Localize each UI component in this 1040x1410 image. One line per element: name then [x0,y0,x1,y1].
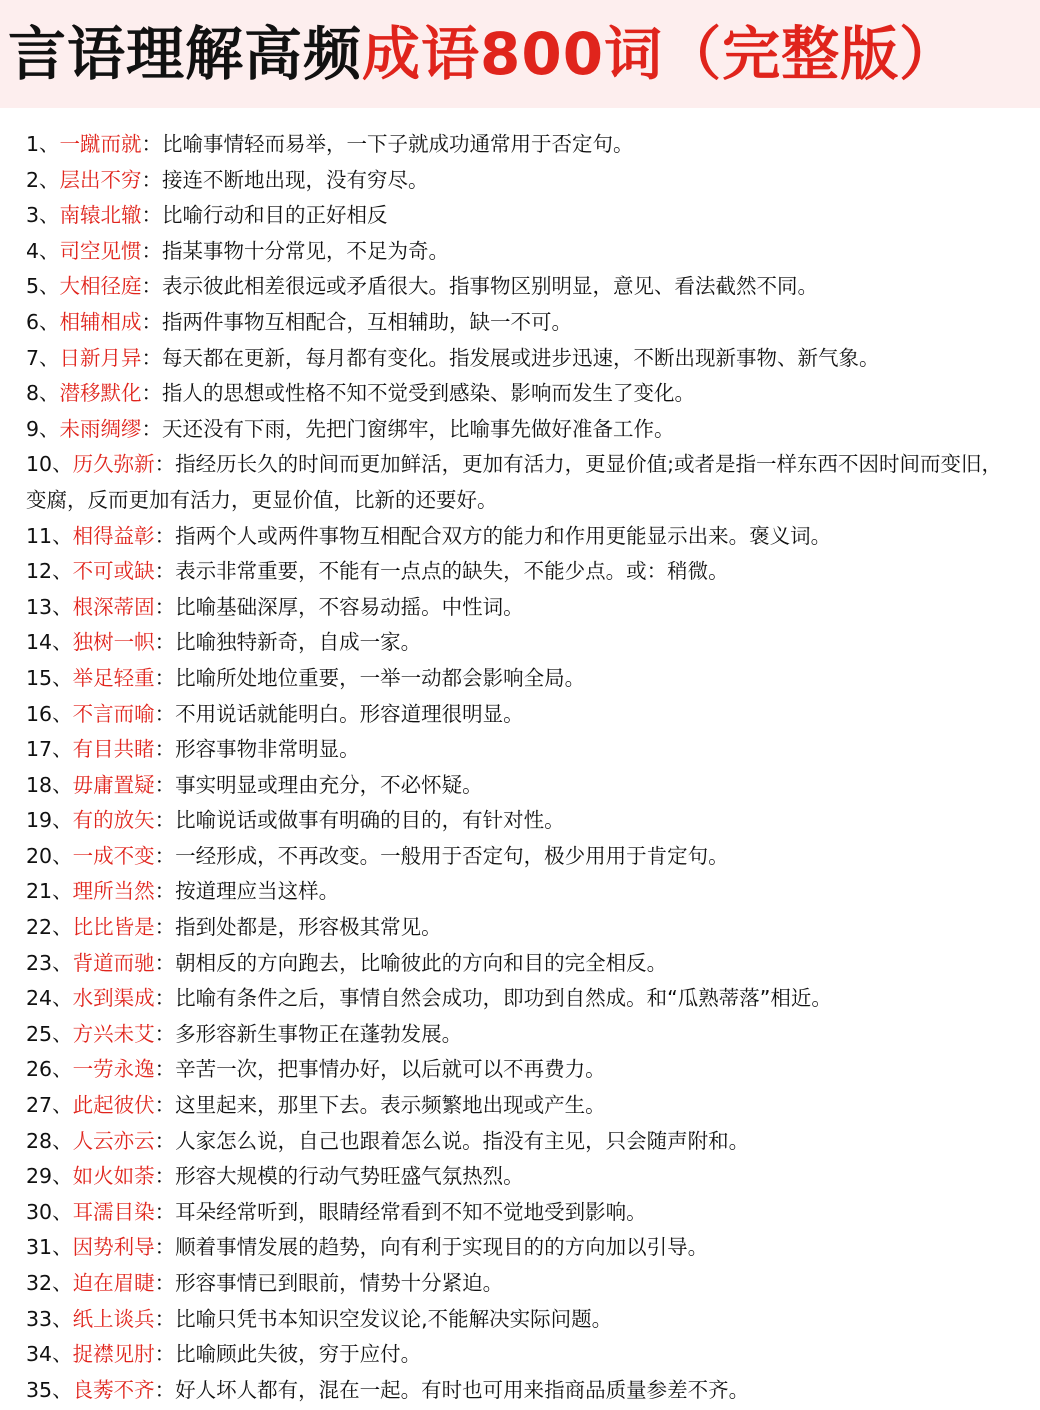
entry-number: 8、 [26,381,60,406]
title-main: 言语理解高频 [8,20,363,88]
idiom-entry [26,554,1006,590]
entry-number: 15、 [26,665,73,690]
idiom-entry [26,874,1006,910]
idiom-definition: 指到处都是，形容极其常见。 [175,915,442,940]
idiom-definition: 指人的思想或性格不知不觉受到感染、影响而发生了变化。 [162,381,696,406]
entry-number: 20、 [26,843,73,868]
idiom-entry [26,803,1006,839]
idiom-term: 捉襟见肘 [72,1342,155,1367]
idiom-entry [26,768,1006,804]
idiom-entry [26,946,1006,982]
idiom-term: 有的放矢 [72,808,155,833]
idiom-term: 不可或缺 [72,559,155,584]
entry-colon: ： [154,772,176,797]
idiom-term: 相得益彰 [72,523,155,548]
idiom-term: 相辅相成 [59,309,142,334]
idiom-definition: 接连不断地出现，没有穷尽。 [162,167,429,192]
idiom-definition: 按道理应当这样。 [175,879,340,904]
idiom-list [26,127,1006,1408]
entry-colon: ： [154,950,176,975]
idiom-definition: 比喻行动和目的正好相反 [162,203,388,228]
idiom-term: 潜移默化 [59,381,142,406]
idiom-term: 良莠不齐 [72,1377,155,1402]
idiom-term: 比比皆是 [72,915,155,940]
idiom-definition: 形容事物非常明显。 [175,737,360,762]
entry-colon: ： [141,381,163,406]
entry-colon: ： [154,808,176,833]
entry-colon: ： [141,132,163,156]
entry-colon: ： [154,986,176,1011]
idiom-entry [26,127,1006,163]
idiom-definition: 指两个人或两件事物互相配合双方的能力和作用更能显示出来。褒义词。 [175,523,832,548]
idiom-definition: 指两件事物互相配合，互相辅助，缺一不可。 [162,309,573,334]
entry-number: 9、 [26,416,60,441]
entry-number: 35、 [26,1377,73,1402]
idiom-definition: 人家怎么说，自己也跟着怎么说。指没有主见，只会随声附和。 [175,1128,750,1153]
idiom-term: 根深蒂固 [72,594,155,619]
entry-number: 28、 [26,1128,73,1153]
idiom-term: 独树一帜 [72,630,155,655]
idiom-definition: 指某事物十分常见，不足为奇。 [162,238,450,263]
idiom-entry [26,412,1006,448]
entry-number: 25、 [26,1021,73,1046]
idiom-definition: 多形容新生事物正在蓬勃发展。 [175,1021,463,1046]
entry-colon: ： [154,1164,176,1189]
idiom-definition: 表示非常重要，不能有一点点的缺失，不能少点。或：稍微。 [175,559,729,584]
entry-number: 4、 [26,238,60,263]
idiom-entry [26,625,1006,661]
idiom-term: 迫在眉睫 [72,1271,155,1295]
entry-number: 1、 [26,132,60,156]
entry-colon: ： [154,665,176,690]
entry-number: 13、 [26,594,73,619]
entry-number: 27、 [26,1093,73,1118]
idiom-term: 一劳永逸 [72,1057,155,1082]
idiom-term: 历久弥新 [72,452,155,477]
idiom-term: 背道而驰 [72,950,155,975]
idiom-term: 水到渠成 [72,986,155,1011]
idiom-entry [26,661,1006,697]
entry-number: 19、 [26,808,73,833]
entry-number: 21、 [26,879,73,904]
entry-number: 33、 [26,1306,73,1331]
idiom-entry [26,519,1006,555]
entry-number: 11、 [26,523,73,548]
idiom-entry [26,447,1006,518]
entry-colon: ： [154,1306,176,1331]
entry-number: 6、 [26,309,60,334]
entry-colon: ： [141,167,163,192]
idiom-definition: 好人坏人都有，混在一起。有时也可用来指商品质量参差不齐。 [175,1377,750,1402]
entry-colon: ： [154,1199,176,1224]
idiom-entry [26,1195,1006,1231]
idiom-entry [26,697,1006,733]
idiom-definition: 比喻所处地位重要，一举一动都会影响全局。 [175,665,586,690]
idiom-definition: 比喻顾此失彼，穷于应付。 [175,1342,422,1367]
idiom-definition: 这里起来，那里下去。表示频繁地出现或产生。 [175,1093,606,1118]
idiom-term: 举足轻重 [72,665,155,690]
entry-colon: ： [154,1021,176,1046]
entry-colon: ： [154,701,176,726]
idiom-definition: 表示彼此相差很远或矛盾很大。指事物区别明显，意见、看法截然不同。 [162,274,819,299]
idiom-definition: 比喻基础深厚，不容易动摇。中性词。 [175,594,524,619]
idiom-term: 耳濡目染 [72,1199,155,1224]
entry-number: 32、 [26,1271,73,1295]
idiom-term: 一蹴而就 [59,132,142,156]
idiom-term: 大相径庭 [59,274,142,299]
idiom-definition: 一经形成，不再改变。一般用于否定句，极少用用于肯定句。 [175,843,729,868]
idiom-definition: 每天都在更新，每月都有变化。指发展或进步迅速，不断出现新事物、新气象。 [162,345,880,370]
idiom-entry [26,839,1006,875]
entry-number: 2、 [26,167,60,192]
entry-colon: ： [154,915,176,940]
entry-colon: ： [154,737,176,762]
idiom-definition: 比喻只凭书本知识空发议论,不能解决实际问题。 [175,1306,613,1331]
entry-colon: ： [141,345,163,370]
title-highlight: 成语800词（完整版） [362,20,959,88]
entry-colon: ： [154,1093,176,1118]
idiom-definition: 比喻有条件之后，事情自然会成功，即功到自然成。和“瓜熟蒂落”相近。 [175,986,832,1011]
idiom-definition: 天还没有下雨，先把门窗绑牢，比喻事先做好准备工作。 [162,416,675,441]
entry-number: 31、 [26,1235,73,1260]
entry-number: 34、 [26,1342,73,1367]
entry-number: 10、 [26,452,73,477]
entry-number: 3、 [26,203,60,228]
idiom-definition: 形容大规模的行动气势旺盛气氛热烈。 [175,1164,524,1189]
entry-number: 17、 [26,737,73,762]
idiom-term: 有目共睹 [72,737,155,762]
idiom-definition: 不用说话就能明白。形容道理很明显。 [175,701,524,726]
entry-colon: ： [154,594,176,619]
entry-colon: ： [154,559,176,584]
idiom-entry [26,732,1006,768]
entry-colon: ： [154,1057,176,1082]
idiom-definition: 比喻事情轻而易举，一下子就成功通常用于否定句。 [162,132,634,156]
entry-colon: ： [154,452,176,477]
idiom-term: 一成不变 [72,843,155,868]
idiom-term: 不言而喻 [72,701,155,726]
idiom-definition: 形容事情已到眼前，情势十分紧迫。 [175,1271,504,1295]
idiom-term: 未雨绸缪 [59,416,142,441]
idiom-term: 如火如荼 [72,1164,155,1189]
entry-colon: ： [154,843,176,868]
idiom-entry [26,234,1006,270]
idiom-entry [26,1266,1006,1302]
idiom-definition: 事实明显或理由充分，不必怀疑。 [175,772,483,797]
idiom-entry [26,1373,1006,1409]
entry-colon: ： [141,416,163,441]
idiom-entry [26,1017,1006,1053]
entry-colon: ： [154,1128,176,1153]
idiom-term: 日新月异 [59,345,142,370]
idiom-definition: 辛苦一次，把事情办好，以后就可以不再费力。 [175,1057,606,1082]
entry-number: 16、 [26,701,73,726]
idiom-term: 司空见惯 [59,238,142,263]
entry-colon: ： [141,238,163,263]
idiom-entry [26,1159,1006,1195]
idiom-entry [26,1302,1006,1338]
idiom-definition: 比喻说话或做事有明确的目的，有针对性。 [175,808,565,833]
idiom-term: 人云亦云 [72,1128,155,1153]
idiom-term: 方兴未艾 [72,1021,155,1046]
title-banner [0,0,1040,108]
idiom-term: 毋庸置疑 [72,772,155,797]
idiom-entry [26,1088,1006,1124]
idiom-term: 此起彼伏 [72,1093,155,1118]
idiom-entry [26,376,1006,412]
entry-colon: ： [141,203,163,228]
idiom-entry [26,910,1006,946]
idiom-entry [26,590,1006,626]
idiom-entry [26,198,1006,234]
idiom-term: 纸上谈兵 [72,1306,155,1331]
idiom-definition: 比喻独特新奇，自成一家。 [175,630,422,655]
idiom-entry [26,341,1006,377]
idiom-definition: 指经历长久的时间而更加鲜活，更加有活力，更显价值;或者是指一样东西不因时间而变旧，变腐，反而更加有活力，更显价值，比新的还要好。 [26,452,1002,512]
entry-colon: ： [154,879,176,904]
entry-number: 12、 [26,559,73,584]
entry-number: 7、 [26,345,60,370]
idiom-entry [26,1124,1006,1160]
entry-number: 30、 [26,1199,73,1224]
entry-number: 14、 [26,630,73,655]
idiom-entry [26,981,1006,1017]
idiom-term: 层出不穷 [59,167,142,192]
entry-number: 18、 [26,772,73,797]
idiom-entry [26,269,1006,305]
idiom-entry [26,305,1006,341]
entry-number: 29、 [26,1164,73,1189]
entry-colon: ： [154,1271,176,1295]
entry-colon: ： [141,274,163,299]
entry-colon: ： [154,1342,176,1367]
entry-number: 22、 [26,915,73,940]
idiom-entry [26,1337,1006,1373]
idiom-entry [26,163,1006,199]
entry-colon: ： [141,309,163,334]
entry-number: 26、 [26,1057,73,1082]
idiom-definition: 朝相反的方向跑去，比喻彼此的方向和目的完全相反。 [175,950,668,975]
entry-number: 23、 [26,950,73,975]
idiom-definition: 顺着事情发展的趋势，向有利于实现目的的方向加以引导。 [175,1235,709,1260]
idiom-definition: 耳朵经常听到，眼睛经常看到不知不觉地受到影响。 [175,1199,647,1224]
entry-number: 24、 [26,986,73,1011]
entry-colon: ： [154,1377,176,1402]
idiom-term: 南辕北辙 [59,203,142,228]
idiom-term: 理所当然 [72,879,155,904]
idiom-entry [26,1230,1006,1266]
entry-number: 5、 [26,274,60,299]
idiom-term: 因势利导 [72,1235,155,1260]
idiom-entry [26,1052,1006,1088]
entry-colon: ： [154,1235,176,1260]
entry-colon: ： [154,630,176,655]
entry-colon: ： [154,523,176,548]
